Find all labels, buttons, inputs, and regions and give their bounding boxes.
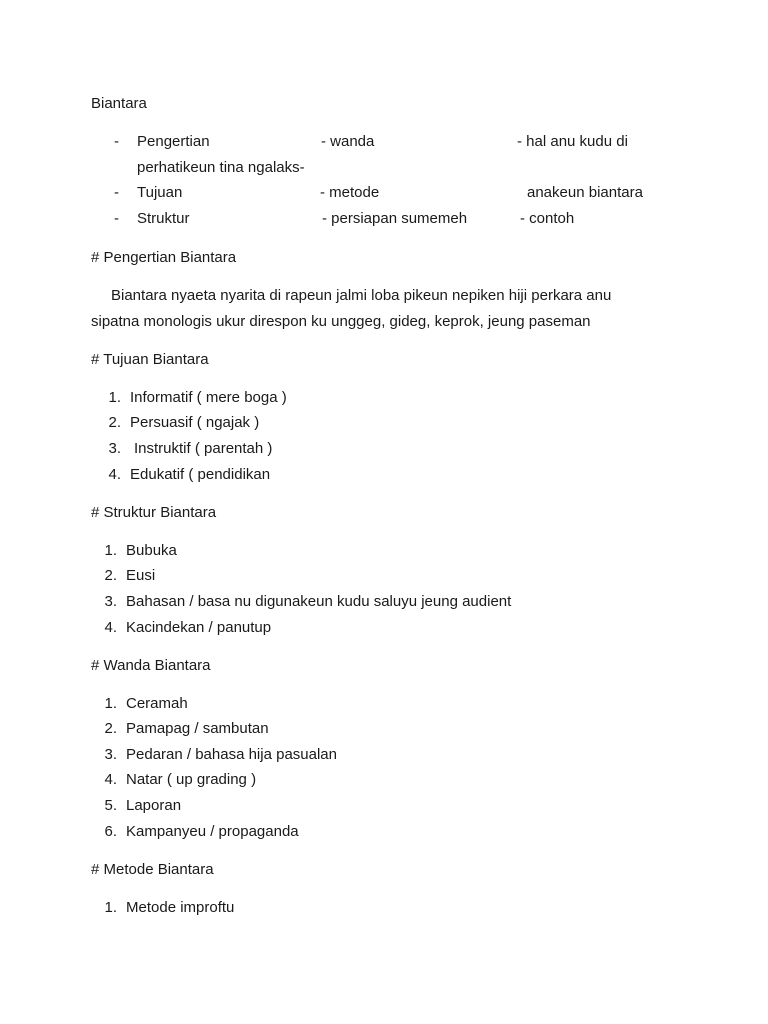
list-number: 2. <box>108 414 121 431</box>
list-number: 4. <box>108 466 121 483</box>
outline-item-pengertian: Pengertian <box>137 133 210 150</box>
list-number: 3. <box>108 440 121 457</box>
list-number: 1. <box>104 899 117 916</box>
list-item: Kacindekan / panutup <box>126 619 272 636</box>
list-item: Bahasan / basa nu digunakeun kudu saluyu jeung audient <box>126 593 512 610</box>
outline-bullet: - <box>114 133 119 150</box>
outline-item-continuation: perhatikeun tina ngalaks- <box>137 159 305 176</box>
section-heading-struktur: # Struktur Biantara <box>91 504 217 521</box>
list-item: Natar ( up grading ) <box>126 771 257 788</box>
document-title: Biantara <box>91 95 147 112</box>
outline-item-hal-anu: - hal anu kudu di <box>517 133 628 150</box>
list-number: 4. <box>104 619 117 636</box>
list-number: 3. <box>104 746 117 763</box>
outline-item-anakeun: anakeun biantara <box>527 184 643 201</box>
outline-bullet: - <box>114 210 119 227</box>
list-item: Metode improftu <box>126 899 235 916</box>
list-number: 2. <box>104 720 117 737</box>
list-item: Pamapag / sambutan <box>126 720 269 737</box>
section-heading-wanda: # Wanda Biantara <box>91 657 211 674</box>
list-number: 5. <box>104 797 117 814</box>
outline-item-metode: - metode <box>320 184 380 201</box>
list-number: 1. <box>104 542 117 559</box>
paragraph-line: sipatna monologis ukur direspon ku unggeg, gideg, keprok, jeung paseman <box>91 313 591 330</box>
list-item: Pedaran / bahasa hija pasualan <box>126 746 337 763</box>
outline-item-struktur: Struktur <box>137 210 190 227</box>
list-item: Informatif ( mere boga ) <box>130 389 287 406</box>
outline-item-wanda: - wanda <box>321 133 375 150</box>
outline-bullet: - <box>114 184 119 201</box>
list-number: 1. <box>104 695 117 712</box>
outline-item-tujuan: Tujuan <box>137 184 183 201</box>
list-item: Eusi <box>126 567 156 584</box>
section-heading-pengertian: # Pengertian Biantara <box>91 249 237 266</box>
list-item: Bubuka <box>126 542 177 559</box>
list-item: Kampanyeu / propaganda <box>126 823 299 840</box>
list-item: Persuasif ( ngajak ) <box>130 414 260 431</box>
paragraph-line: Biantara nyaeta nyarita di rapeun jalmi loba pikeun nepiken hiji perkara anu <box>111 287 612 304</box>
list-number: 6. <box>104 823 117 840</box>
section-heading-tujuan: # Tujuan Biantara <box>91 351 209 368</box>
list-number: 4. <box>104 771 117 788</box>
section-heading-metode: # Metode Biantara <box>91 861 214 878</box>
outline-item-contoh: - contoh <box>520 210 575 227</box>
list-number: 3. <box>104 593 117 610</box>
outline-item-persiapan: - persiapan sumemeh <box>322 210 468 227</box>
list-item: Ceramah <box>126 695 188 712</box>
list-number: 2. <box>104 567 117 584</box>
list-item: Edukatif ( pendidikan <box>130 466 271 483</box>
list-item: Instruktif ( parentah ) <box>134 440 273 457</box>
list-item: Laporan <box>126 797 182 814</box>
list-number: 1. <box>108 389 121 406</box>
